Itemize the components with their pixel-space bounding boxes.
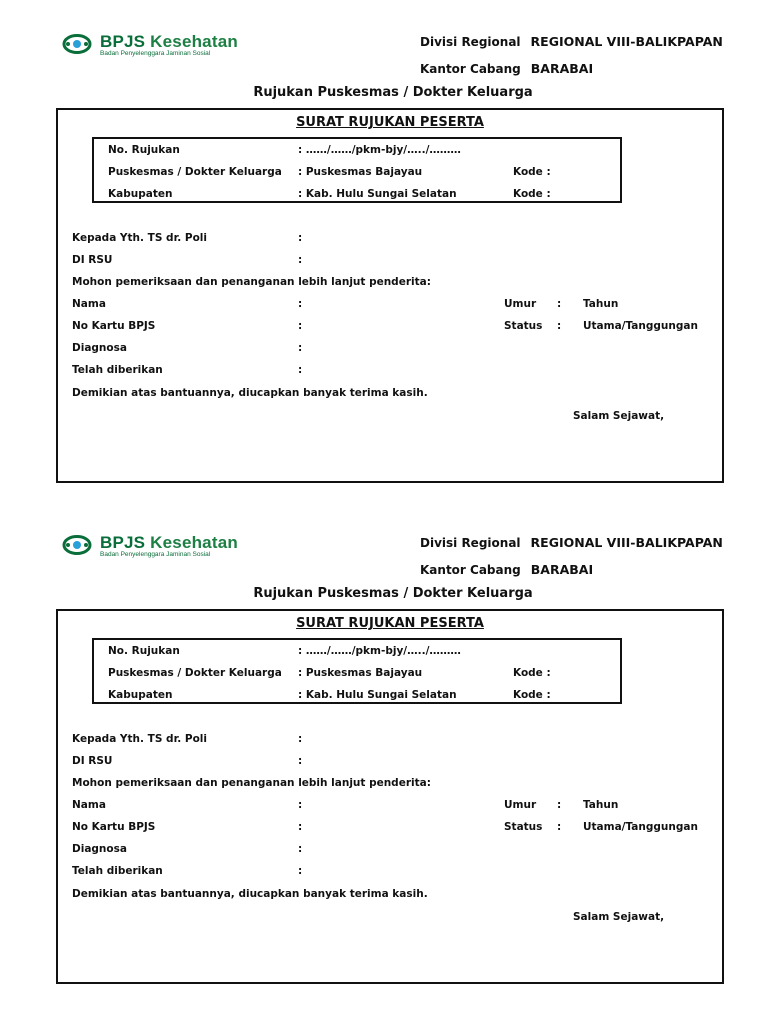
kode-label: Kode :	[513, 166, 551, 178]
divisi-label: Divisi Regional	[420, 35, 521, 49]
no-rujukan-value: : ……/……/pkm-bjy/…../………	[298, 144, 461, 156]
divisi-regional-line	[420, 34, 723, 49]
kepada-colon: :	[298, 733, 303, 745]
referral-form-1	[0, 0, 768, 500]
di-rsu-colon: :	[298, 755, 303, 767]
kantor-label: Kantor Cabang	[420, 62, 521, 76]
box-title: SURAT RUJUKAN PESERTA	[296, 115, 484, 130]
status-value: Utama/Tanggungan	[583, 821, 698, 833]
status-value: Utama/Tanggungan	[583, 320, 698, 332]
salam-text: Salam Sejawat,	[573, 410, 665, 422]
kantor-cabang-line	[420, 562, 593, 577]
umur-value: Tahun	[583, 298, 619, 310]
status-colon: :	[557, 320, 562, 332]
kantor-label: Kantor Cabang	[420, 563, 521, 577]
bpjs-emblem-icon	[62, 535, 92, 555]
no-rujukan-value: : ……/……/pkm-bjy/…../………	[298, 645, 461, 657]
divisi-label: Divisi Regional	[420, 536, 521, 550]
salam-text: Salam Sejawat,	[573, 911, 665, 923]
umur-colon: :	[557, 298, 562, 310]
demikian-text: Demikian atas bantuannya, diucapkan banyak terima kasih.	[72, 888, 428, 900]
umur-colon: :	[557, 799, 562, 811]
referral-box	[56, 609, 724, 984]
bpjs-logo	[62, 32, 262, 56]
kode-label: Kode :	[513, 667, 551, 679]
nama-label: Nama	[72, 799, 106, 811]
divisi-regional-line	[420, 535, 723, 550]
kepada-label: Kepada Yth. TS dr. Poli	[72, 733, 208, 745]
document-title: Rujukan Puskesmas / Dokter Keluarga	[253, 586, 533, 601]
umur-label: Umur	[504, 799, 537, 811]
document-title: Rujukan Puskesmas / Dokter Keluarga	[253, 85, 533, 100]
puskesmas-value: : Puskesmas Bajayau	[298, 667, 423, 679]
box-title: SURAT RUJUKAN PESERTA	[296, 616, 484, 631]
kantor-cabang-line	[420, 61, 593, 76]
kabupaten-value: : Kab. Hulu Sungai Selatan	[298, 689, 457, 701]
bpjs-emblem-icon	[62, 34, 92, 54]
kepada-label: Kepada Yth. TS dr. Poli	[72, 232, 208, 244]
logo-subtitle: Badan Penyelenggara Jaminan Sosial	[100, 50, 211, 57]
logo-subtitle: Badan Penyelenggara Jaminan Sosial	[100, 551, 211, 558]
kode-label: Kode :	[513, 188, 551, 200]
kabupaten-label: Kabupaten	[108, 689, 173, 701]
di-rsu-label: DI RSU	[72, 254, 113, 266]
puskesmas-label: Puskesmas / Dokter Keluarga	[108, 667, 282, 679]
no-kartu-colon: :	[298, 320, 303, 332]
kode-label: Kode :	[513, 689, 551, 701]
no-kartu-label: No Kartu BPJS	[72, 821, 156, 833]
diagnosa-label: Diagnosa	[72, 342, 127, 354]
kabupaten-value: : Kab. Hulu Sungai Selatan	[298, 188, 457, 200]
logo-brand-text: BPJS Kesehatan	[100, 533, 238, 552]
nama-colon: :	[298, 799, 303, 811]
status-label: Status	[504, 821, 543, 833]
kepada-colon: :	[298, 232, 303, 244]
telah-colon: :	[298, 364, 303, 376]
di-rsu-label: DI RSU	[72, 755, 113, 767]
diagnosa-colon: :	[298, 843, 303, 855]
telah-label: Telah diberikan	[72, 865, 163, 877]
kantor-value: BARABAI	[530, 61, 594, 76]
diagnosa-label: Diagnosa	[72, 843, 127, 855]
referral-box	[56, 108, 724, 483]
nama-colon: :	[298, 298, 303, 310]
mohon-text: Mohon pemeriksaan dan penanganan lebih lanjut penderita:	[72, 777, 431, 789]
mohon-text: Mohon pemeriksaan dan penanganan lebih lanjut penderita:	[72, 276, 431, 288]
divisi-value: REGIONAL VIII-BALIKPAPAN	[530, 535, 723, 550]
di-rsu-colon: :	[298, 254, 303, 266]
diagnosa-colon: :	[298, 342, 303, 354]
divisi-value: REGIONAL VIII-BALIKPAPAN	[530, 34, 723, 49]
telah-colon: :	[298, 865, 303, 877]
status-label: Status	[504, 320, 543, 332]
no-rujukan-label: No. Rujukan	[108, 144, 180, 156]
kabupaten-label: Kabupaten	[108, 188, 173, 200]
nama-label: Nama	[72, 298, 106, 310]
umur-label: Umur	[504, 298, 537, 310]
puskesmas-label: Puskesmas / Dokter Keluarga	[108, 166, 282, 178]
logo-brand-text: BPJS Kesehatan	[100, 32, 238, 51]
no-kartu-label: No Kartu BPJS	[72, 320, 156, 332]
kantor-value: BARABAI	[530, 562, 594, 577]
no-kartu-colon: :	[298, 821, 303, 833]
puskesmas-value: : Puskesmas Bajayau	[298, 166, 423, 178]
umur-value: Tahun	[583, 799, 619, 811]
referral-form-2	[0, 501, 768, 1001]
demikian-text: Demikian atas bantuannya, diucapkan banyak terima kasih.	[72, 387, 428, 399]
status-colon: :	[557, 821, 562, 833]
bpjs-logo	[62, 533, 262, 557]
telah-label: Telah diberikan	[72, 364, 163, 376]
no-rujukan-label: No. Rujukan	[108, 645, 180, 657]
